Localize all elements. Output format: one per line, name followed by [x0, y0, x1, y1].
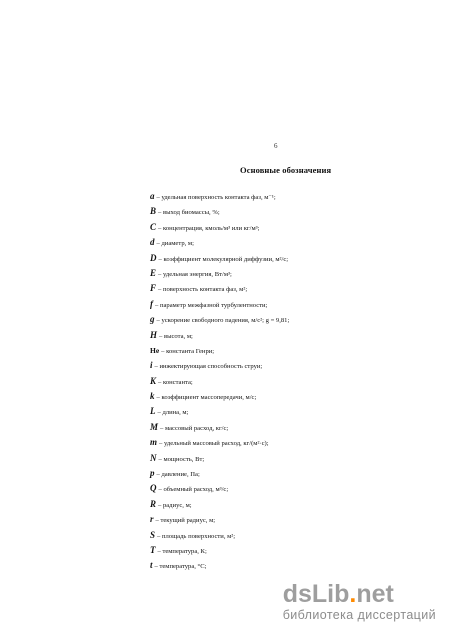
notation-description: – удельный массовый расход, кг/(м²·с);: [159, 440, 269, 448]
notation-list: [150, 189, 430, 574]
notation-symbol: p: [150, 468, 155, 479]
notation-entry: [150, 251, 430, 266]
notation-description: – константа Генри;: [161, 347, 215, 355]
notation-entry: [150, 420, 430, 435]
notation-description: – температура, К;: [157, 547, 207, 555]
notation-symbol: S: [150, 529, 156, 540]
notation-description: – текущий радиус, м;: [155, 517, 216, 525]
notation-entry: [150, 389, 430, 404]
notation-entry: [150, 497, 430, 512]
notation-symbol: T: [150, 544, 156, 555]
watermark-subtitle: библиотека диссертаций: [282, 608, 436, 622]
notation-entry: [150, 343, 430, 358]
notation-description: – площадь поверхности, м²;: [157, 532, 236, 540]
notation-description: – удельная поверхность контакта фаз, м⁻¹;: [156, 194, 276, 201]
watermark-brand-dot: .: [349, 580, 357, 608]
notation-symbol: B: [150, 206, 157, 217]
notation-entry: [150, 528, 430, 543]
notation-description: – ускорение свободного падения, м/с²; g = 9,81;: [156, 317, 290, 325]
notation-symbol: k: [150, 391, 155, 402]
notation-symbol: d: [150, 237, 155, 248]
notation-entry: [150, 281, 430, 296]
watermark-brand: [283, 582, 436, 607]
notation-description: – массовый расход, кг/с;: [160, 424, 229, 432]
notation-description: – диаметр, м;: [156, 240, 194, 248]
notation-description: – инжектирующая способность струи;: [154, 363, 263, 371]
notation-description: – коэффициент молекулярной диффузии, м²/с;: [158, 255, 289, 263]
notation-symbol: E: [150, 267, 157, 278]
notation-symbol: D: [150, 252, 157, 263]
notation-symbol: i: [150, 360, 153, 371]
notation-entry: [150, 404, 430, 419]
notation-symbol: F: [150, 283, 157, 294]
page-number: 6: [274, 142, 278, 150]
notation-symbol: Q: [150, 483, 157, 494]
notation-description: – температура, °С;: [154, 563, 207, 571]
notation-description: – поверхность контакта фаз, м²;: [158, 286, 248, 294]
notation-entry: [150, 358, 430, 373]
watermark-brand-tld: net: [356, 580, 394, 608]
notation-symbol: M: [150, 421, 159, 432]
notation-description: – удельная энергия, Вт/м³;: [158, 270, 232, 278]
notation-description: – параметр межфазной турбулентности;: [155, 301, 268, 309]
notation-entry: [150, 512, 430, 527]
notation-entry: [150, 220, 430, 235]
watermark-logo: [283, 582, 436, 622]
notation-entry: [150, 204, 430, 219]
notation-description: – радиус, м;: [158, 501, 192, 509]
notation-description: – давление, Па;: [156, 471, 200, 479]
page-title: Основные обозначения: [240, 165, 332, 175]
notation-description: – высота, м;: [159, 332, 193, 340]
notation-symbol: H: [150, 329, 158, 340]
notation-description: – концентрация, кмоль/м³ или кг/м³;: [158, 224, 260, 232]
notation-symbol: He: [150, 345, 160, 355]
notation-entry: [150, 543, 430, 558]
notation-symbol: a: [150, 191, 155, 201]
notation-description: – объемный расход, м³/с;: [158, 486, 229, 494]
notation-symbol: f: [150, 298, 153, 309]
notation-symbol: R: [150, 498, 157, 509]
notation-entry: [150, 312, 430, 327]
notation-symbol: g: [150, 314, 155, 325]
notation-symbol: t: [150, 560, 153, 571]
notation-entry: [150, 235, 430, 250]
notation-entry: [150, 466, 430, 481]
notation-description: – коэффициент массопередачи, м/с;: [156, 394, 257, 402]
notation-symbol: N: [150, 452, 157, 463]
notation-description: – выход биомассы, %;: [158, 209, 220, 217]
notation-entry: [150, 266, 430, 281]
notation-entry: [150, 297, 430, 312]
notation-symbol: m: [150, 437, 158, 448]
notation-symbol: L: [150, 406, 156, 417]
watermark-brand-main: dsLib: [282, 580, 350, 608]
notation-symbol: K: [150, 375, 157, 386]
notation-entry: [150, 481, 430, 496]
notation-description: – мощность, Вт;: [158, 455, 205, 463]
notation-entry: [150, 558, 430, 573]
notation-symbol: r: [150, 514, 154, 525]
notation-description: – константа;: [158, 378, 193, 386]
notation-entry: [150, 328, 430, 343]
notation-description: – длина, м;: [157, 409, 189, 417]
notation-entry: [150, 435, 430, 450]
notation-symbol: C: [150, 221, 157, 232]
notation-entry: [150, 374, 430, 389]
notation-entry: [150, 189, 430, 204]
notation-entry: [150, 451, 430, 466]
